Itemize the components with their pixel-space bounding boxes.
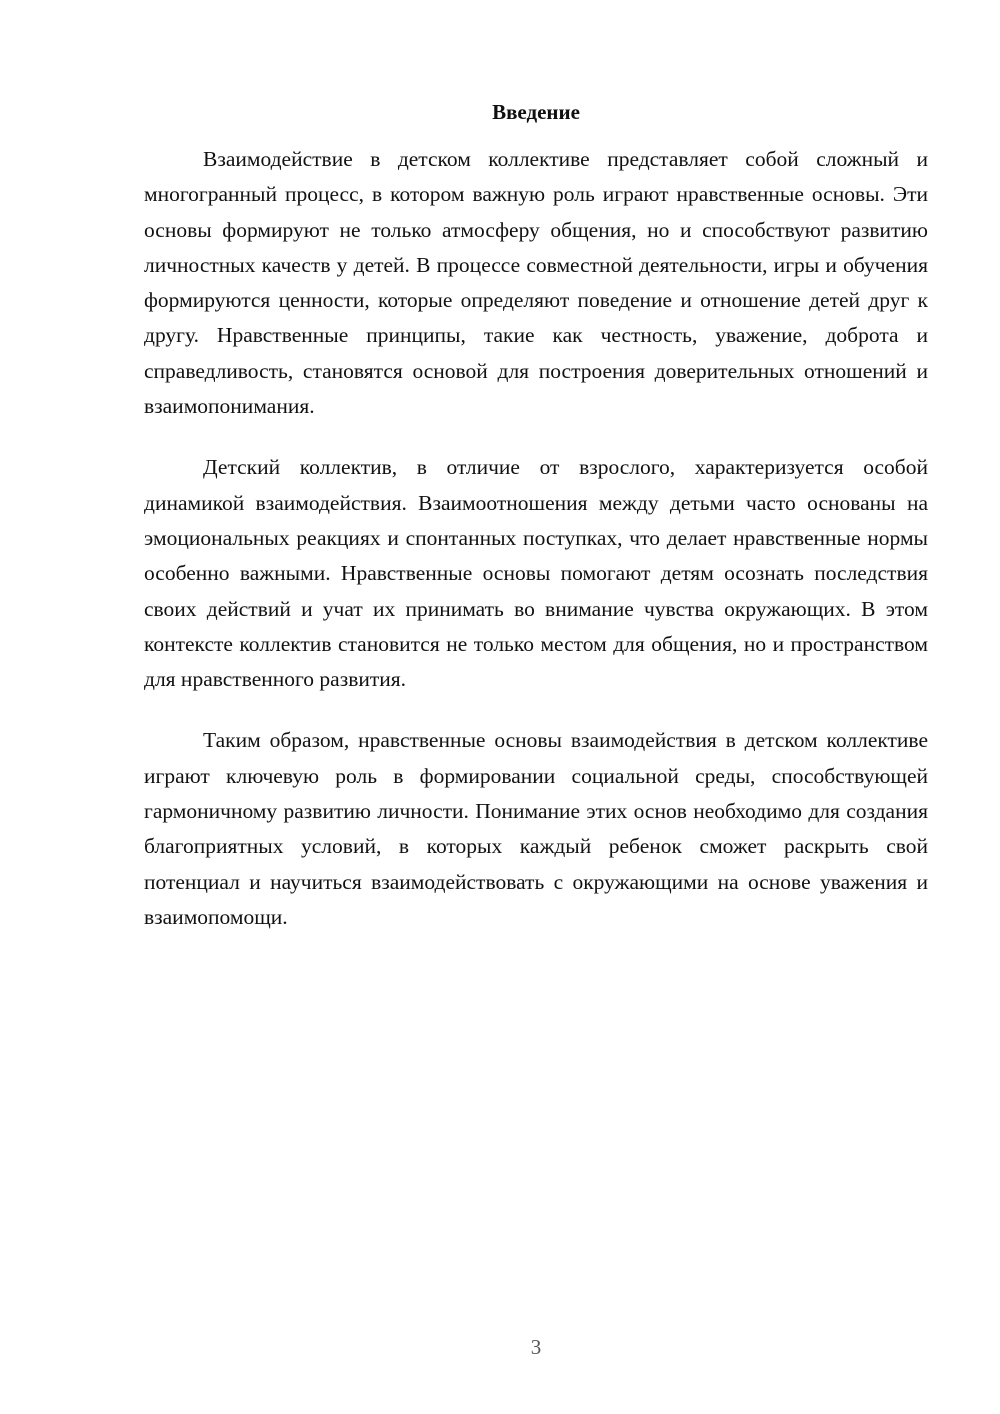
page-number: 3 <box>530 1335 542 1359</box>
paragraph-3: Таким образом, нравственные основы взаимодействия в детском коллективе играют ключевую роль в формировании социальной среды, способствующей гармоничному развитию личности. Понимание этих основ необходимо для создания благоприятных условий, в которых каждый ребенок сможет раскрыть свой потенциал и научиться взаимодействовать с окружающими на основе уважения и взаимопомощи. <box>144 728 928 929</box>
body-text <box>144 142 928 961</box>
paragraph-1: Взаимодействие в детском коллективе представляет собой сложный и многогранный процесс, в котором важную роль играют нравственные основы. Эти основы формируют не только атмосферу общения, но и способствуют развитию личностных качеств у детей. В процессе совместной деятельности, игры и обучения формируются ценности, которые определяют поведение и отношение детей друг к другу. Нравственные принципы, такие как честность, уважение, доброта и справедливость, становятся основой для построения доверительных отношений и взаимопонимания. <box>144 147 928 419</box>
paragraph-2: Детский коллектив, в отличие от взрослого, характеризуется особой динамикой взаимодействия. Взаимоотношения между детьми часто основаны на эмоциональных реакциях и спонтанных поступках, что делает нравственные нормы особенно важными. Нравственные основы помогают детям осознать последствия своих действий и учат их принимать во внимание чувства окружающих. В этом контексте коллектив становится не только местом для общения, но и пространством для нравственного развития. <box>144 455 928 692</box>
section-heading: Введение <box>492 100 580 124</box>
